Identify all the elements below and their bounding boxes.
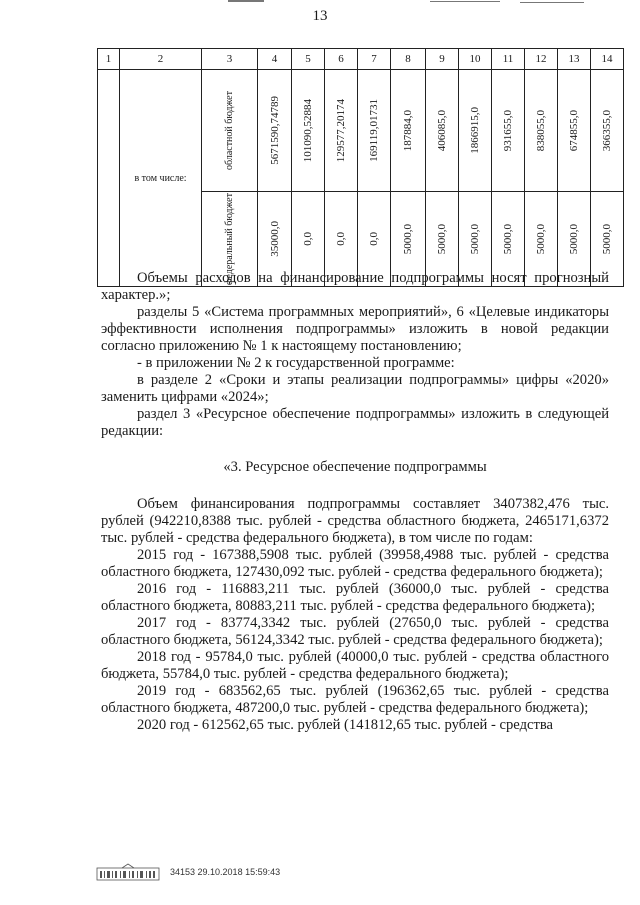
paragraph: Объем финансирования подпрограммы составляет 3407382,476 тыс. рублей (942210,8388 тыс. рублей - средства областного бюджета, 2465171,6372 тыс. рублей - средства федерального бюджета), в том числе по годам:	[101, 496, 609, 546]
empty-cell	[98, 70, 120, 287]
document-body	[101, 270, 609, 734]
cell-value: 838055,0	[535, 109, 547, 152]
in-that-number-label: в том числе:	[120, 70, 202, 287]
budget-table	[97, 48, 624, 287]
cell-value: 674855,0	[568, 109, 580, 152]
header-cell: 9	[426, 49, 459, 70]
paragraph: разделы 5 «Система программных мероприятий», 6 «Целевые индикаторы эффективности исполнения подпрограммы» изложить в новой редакции согласно приложению № 1 к настоящему постановлению;	[101, 304, 609, 354]
cell-value: 0,0	[302, 232, 314, 246]
cell-value: 1866915,0	[469, 107, 481, 154]
header-cell: 13	[558, 49, 591, 70]
year-paragraph: 2017 год - 83774,3342 тыс. рублей (27650,0 тыс. рублей - средства областного бюджета, 56124,3342 тыс. рублей - средства федерального бюджета);	[101, 615, 609, 648]
paragraph: в разделе 2 «Сроки и этапы реализации подпрограммы» цифры «2020» заменить цифрами «2024»;	[101, 372, 609, 405]
table-cell	[525, 70, 558, 192]
section-heading: «3. Ресурсное обеспечение подпрограммы	[223, 459, 487, 475]
table-cell	[325, 70, 358, 192]
paragraph: Объемы расходов на финансирование подпрограммы носят прогнозный характер.»;	[101, 270, 609, 303]
cell-value: 0,0	[368, 232, 380, 246]
cell-value: 0,0	[335, 232, 347, 246]
header-cell: 8	[391, 49, 426, 70]
year-paragraph: 2020 год - 612562,65 тыс. рублей (141812,65 тыс. рублей - средства	[137, 717, 554, 733]
header-cell: 10	[459, 49, 492, 70]
year-paragraph: 2015 год - 167388,5908 тыс. рублей (39958,4988 тыс. рублей - средства областного бюджета, 127430,092 тыс. рублей - средства федерального бюджета);	[101, 547, 609, 580]
cell-value: 129577,20174	[335, 98, 347, 163]
table-cell	[426, 70, 459, 192]
table-cell	[492, 70, 525, 192]
cell-value: 5000,0	[402, 223, 414, 255]
table-cell	[258, 70, 292, 192]
cell-value: 366355,0	[601, 109, 613, 152]
scan-artifact	[430, 1, 500, 2]
paragraph: - в приложении № 2 к государственной программе:	[137, 355, 455, 371]
header-cell: 1	[98, 49, 120, 70]
table-header-row	[98, 49, 624, 70]
footer	[96, 863, 280, 881]
table-cell	[591, 70, 624, 192]
cell-value: 35000,0	[268, 221, 281, 257]
table-cell	[391, 70, 426, 192]
page-number: 13	[312, 8, 328, 24]
scan-artifact	[228, 0, 264, 2]
cell-value: 5000,0	[535, 223, 547, 255]
cell-value: 5000,0	[436, 223, 448, 255]
header-cell: 14	[591, 49, 624, 70]
row-label: областной бюджет	[224, 90, 235, 170]
table-row	[98, 70, 624, 192]
header-cell: 3	[202, 49, 258, 70]
header-cell: 5	[292, 49, 325, 70]
cell-value: 101090,52884	[302, 98, 314, 163]
paragraph: раздел 3 «Ресурсное обеспечение подпрограммы» изложить в следующей редакции:	[101, 406, 609, 439]
cell-value: 5000,0	[469, 223, 481, 255]
cell-value: 5000,0	[568, 223, 580, 255]
table-cell	[459, 70, 492, 192]
cell-value: 931655,0	[502, 109, 514, 152]
registry-stamp-icon	[96, 863, 160, 881]
table-cell	[358, 70, 391, 192]
table-cell	[292, 70, 325, 192]
header-cell: 11	[492, 49, 525, 70]
header-cell: 12	[525, 49, 558, 70]
cell-value: 5000,0	[601, 223, 613, 255]
cell-value: 5000,0	[502, 223, 514, 255]
row-label: федеральный бюджет	[224, 192, 235, 286]
registry-stamp: 34153 29.10.2018 15:59:43	[170, 867, 281, 877]
cell-value: 187884,0	[402, 109, 414, 152]
header-cell: 4	[258, 49, 292, 70]
header-cell: 2	[120, 49, 202, 70]
cell-value: 169119,01731	[368, 99, 380, 162]
year-paragraph: 2016 год - 116883,211 тыс. рублей (36000,0 тыс. рублей - средства областного бюджета, 80883,211 тыс. рублей - средства федерального бюджета);	[101, 581, 609, 614]
cell-value: 5671590,74789	[268, 96, 281, 165]
scan-artifact	[520, 2, 584, 3]
row-label-cell	[202, 70, 258, 192]
cell-value: 406085,0	[436, 109, 448, 152]
table-cell	[558, 70, 591, 192]
year-paragraph: 2019 год - 683562,65 тыс. рублей (196362,65 тыс. рублей - средства областного бюджета, 487200,0 тыс. рублей - средства федерального бюджета);	[101, 683, 609, 716]
header-cell: 6	[325, 49, 358, 70]
year-paragraph: 2018 год - 95784,0 тыс. рублей (40000,0 тыс. рублей - средства областного бюджета, 55784,0 тыс. рублей - средства федерального бюджета);	[101, 649, 609, 682]
header-cell: 7	[358, 49, 391, 70]
